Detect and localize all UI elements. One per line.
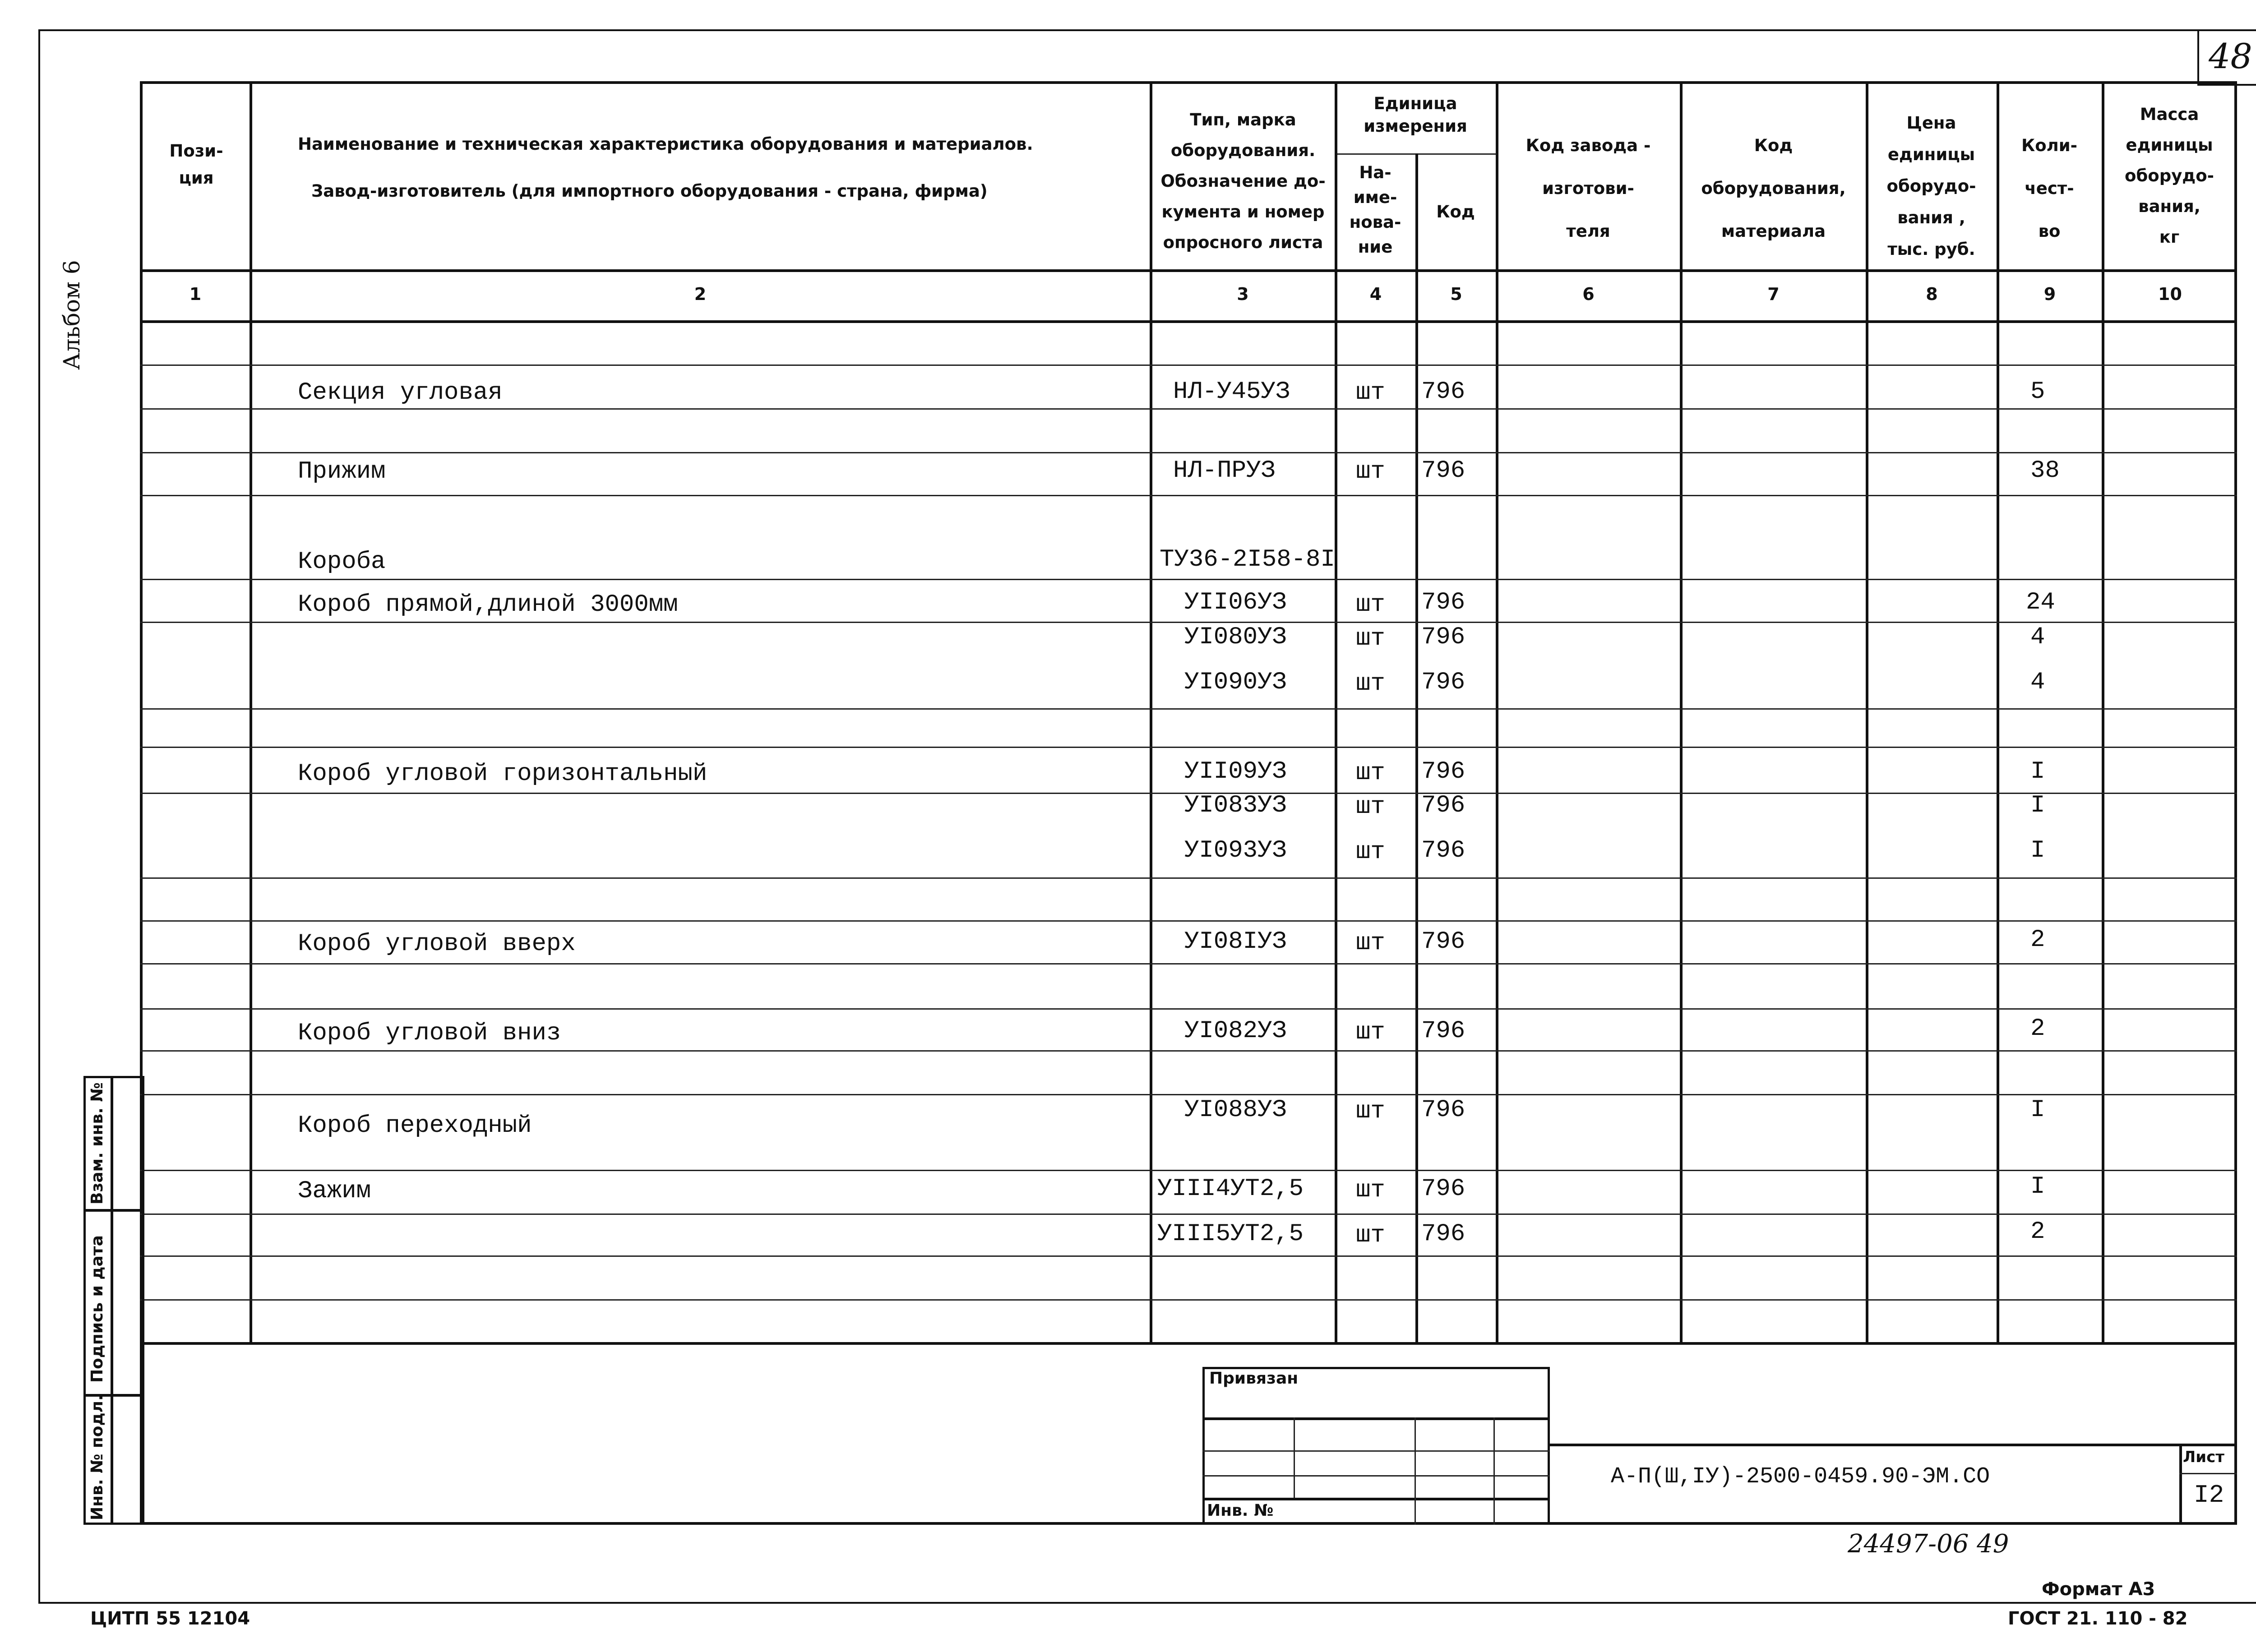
table-row-unit: шт — [1356, 929, 1385, 957]
colnum-1: 1 — [189, 284, 202, 304]
header-quantity: Коли- чест- во — [2021, 136, 2078, 241]
document-designation: А-П(Ш,IУ)-2500-0459.90-ЭМ.СО — [1611, 1464, 1990, 1490]
header-mass: Масса единицы оборудо- вания, кг — [2125, 105, 2214, 247]
colnum-4: 4 — [1369, 284, 1382, 304]
table-row-code: 796 — [1421, 1175, 1465, 1203]
header-name-line2: Завод-изготовитель (для импортного оборудования - страна, фирма) — [311, 181, 988, 201]
table-row-qty: I — [2030, 1096, 2045, 1124]
citp-label: ЦИТП 55 12104 — [90, 1608, 250, 1629]
header-price: Цена единицы оборудо- вания , тыс. руб. — [1886, 113, 1976, 259]
table-row-qty: 2 — [2030, 1015, 2045, 1043]
table-row-qty: 38 — [2030, 457, 2060, 485]
table-row-unit: шт — [1356, 379, 1385, 406]
table-row-code: 796 — [1421, 623, 1465, 651]
table-row-code: 796 — [1421, 378, 1465, 406]
table-row-qty: I — [2030, 1173, 2045, 1200]
colnum-8: 8 — [1926, 284, 1938, 304]
table-row-code: 796 — [1421, 1017, 1465, 1045]
table-row-unit: шт — [1356, 1222, 1385, 1249]
table-row-unit: шт — [1356, 591, 1385, 618]
table-row-name: Короб угловой горизонтальный — [298, 760, 707, 788]
header-unit-code: Код — [1436, 202, 1475, 221]
table-row-type: НЛ-ПРУЗ — [1173, 457, 1276, 485]
colnum-10: 10 — [2158, 284, 2182, 304]
table-row-type: УI08IУЗ — [1184, 928, 1287, 955]
colnum-5: 5 — [1450, 284, 1462, 304]
table-row-type: УI093УЗ — [1184, 837, 1287, 864]
header-unit-name: На- име- нова- ние — [1349, 163, 1401, 257]
handwritten-number: 24497-06 49 — [1848, 1529, 2009, 1559]
table-row-qty: 4 — [2030, 623, 2045, 651]
table-row-type: НЛ-У45УЗ — [1173, 378, 1290, 406]
privyazan-label: Привязан — [1209, 1369, 1299, 1388]
header-type: Тип, марка оборудования. Обозначение до- кумента и номер опросного листа — [1160, 110, 1326, 252]
table-row-qty: 4 — [2030, 669, 2045, 696]
table-row-type: УI080УЗ — [1184, 623, 1287, 651]
table-row-name: Короб угловой вверх — [298, 930, 576, 958]
table-row-unit: шт — [1356, 625, 1385, 652]
table-row-code: 796 — [1421, 457, 1465, 485]
table-row-qty: 5 — [2030, 378, 2045, 406]
colnum-3: 3 — [1237, 284, 1249, 304]
table-row-name: Зажим — [298, 1177, 371, 1205]
sheet-label: Лист — [2183, 1448, 2224, 1466]
table-row-code: 796 — [1421, 837, 1465, 864]
header-unit: Единица измерения — [1364, 94, 1467, 136]
table-row-code: 796 — [1421, 589, 1465, 616]
table-row-qty: I — [2030, 837, 2045, 864]
header-equipment-code: Код оборудования, материала — [1701, 136, 1846, 241]
table-row-type: УI088УЗ — [1184, 1096, 1287, 1124]
table-row-type: УII06УЗ — [1184, 589, 1287, 616]
table-row-name: Секция угловая — [298, 379, 503, 406]
table-row-qty: I — [2030, 792, 2045, 819]
table-row-code: 796 — [1421, 1220, 1465, 1248]
table-row-code: 796 — [1421, 792, 1465, 819]
table-row-code: 796 — [1421, 669, 1465, 696]
table-row-code: 796 — [1421, 1096, 1465, 1124]
table-row-qty: 2 — [2030, 1218, 2045, 1246]
gost-label: ГОСТ 21. 110 - 82 — [2008, 1608, 2188, 1629]
side-stamp-signature: Подпись и дата — [88, 1235, 106, 1383]
table-row-type: УI083УЗ — [1184, 792, 1287, 819]
table-row-unit: шт — [1356, 793, 1385, 821]
side-stamp-inventory: Инв. № подл. — [88, 1394, 106, 1520]
table-row-qty: 24 — [2026, 589, 2055, 616]
table-row-unit: шт — [1356, 670, 1385, 697]
table-row-qty: 2 — [2030, 926, 2045, 954]
header-factory-code: Код завода - изготови- теля — [1526, 136, 1651, 241]
table-row-unit: шт — [1356, 1098, 1385, 1125]
inv-number-label: Инв. № — [1207, 1501, 1274, 1520]
table-row-type: ТУ36-2I58-8I — [1160, 546, 1335, 573]
album-label: Альбом 6 — [59, 260, 85, 370]
colnum-2: 2 — [694, 284, 707, 304]
colnum-7: 7 — [1767, 284, 1780, 304]
page-number: 48 — [2209, 36, 2252, 76]
table-row-type: УIII4УТ2,5 — [1157, 1175, 1304, 1203]
table-row-type: УIII5УТ2,5 — [1157, 1220, 1304, 1248]
table-row-unit: шт — [1356, 838, 1385, 866]
table-row-name: Короба — [298, 548, 386, 576]
table-row-name: Короб угловой вниз — [298, 1020, 561, 1047]
table-row-name: Короб переходный — [298, 1112, 532, 1140]
table-row-unit: шт — [1356, 759, 1385, 787]
table-row-unit: шт — [1356, 458, 1385, 485]
table-row-type: УII09УЗ — [1184, 758, 1287, 785]
table-row-unit: шт — [1356, 1177, 1385, 1204]
table-row-name: Прижим — [298, 458, 386, 485]
format-label: Формат А3 — [2042, 1579, 2155, 1600]
sheet-number: I2 — [2194, 1481, 2224, 1509]
colnum-9: 9 — [2043, 284, 2056, 304]
table-row-name: Короб прямой,длиной 3000мм — [298, 591, 678, 618]
header-position: Пози- ция — [169, 141, 223, 188]
colnum-6: 6 — [1582, 284, 1595, 304]
table-row-type: УI082УЗ — [1184, 1017, 1287, 1045]
table-row-type: УI090УЗ — [1184, 669, 1287, 696]
table-row-code: 796 — [1421, 758, 1465, 785]
table-row-qty: I — [2030, 758, 2045, 785]
header-name-line1: Наименование и техническая характеристика оборудования и материалов. — [298, 134, 1033, 154]
table-row-unit: шт — [1356, 1019, 1385, 1046]
table-row-code: 796 — [1421, 928, 1465, 955]
